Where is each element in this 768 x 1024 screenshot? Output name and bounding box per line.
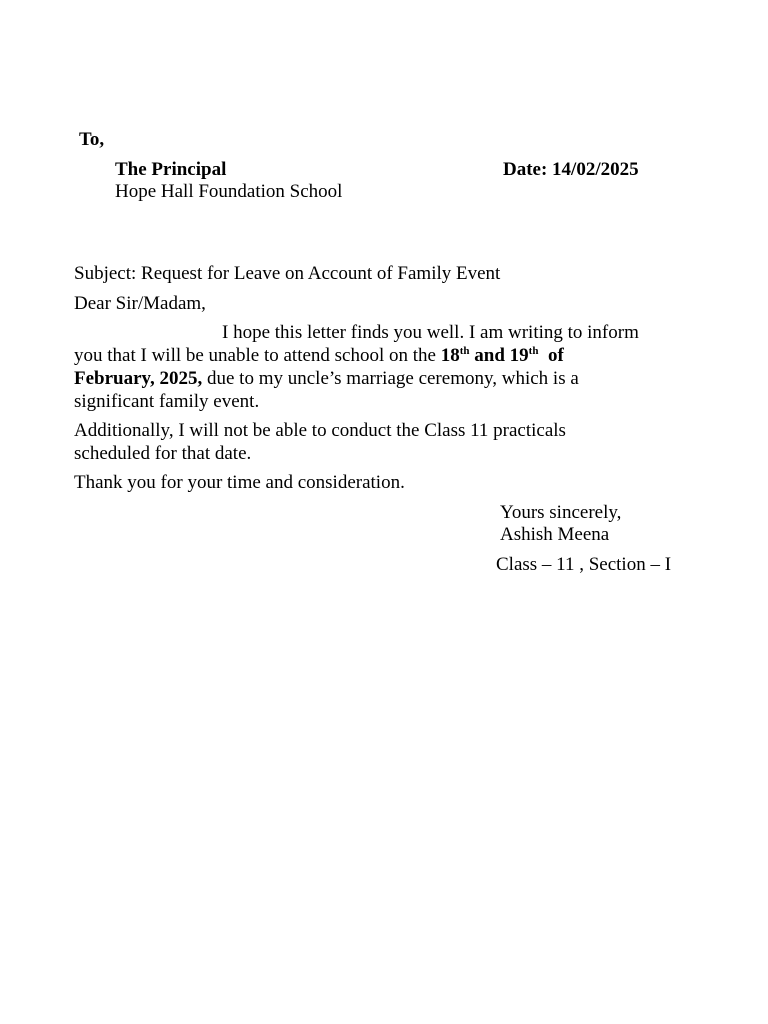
body-paragraph-2: Additionally, I will not be able to conduct the Class 11 practicals scheduled for that date. [74, 420, 566, 464]
leave-date-day-1: 18 [440, 345, 460, 366]
sender-name: Ashish Meena [500, 524, 610, 545]
body-paragraph-3: Thank you for your time and consideration. [74, 472, 405, 493]
body-paragraph-1-line-4: significant family event. [74, 391, 260, 412]
recipient-title: The Principal [115, 159, 227, 180]
closing-phrase: Yours sincerely, [500, 502, 622, 523]
body-paragraph-1-line-1: I hope this letter finds you well. I am writing to inform [222, 322, 639, 343]
body-paragraph-1-line-3 [74, 367, 579, 390]
ordinal-suffix: th [528, 345, 539, 357]
body-text: due to my uncle’s marriage ceremony, which is a [202, 368, 579, 389]
to-label: To, [79, 129, 105, 150]
leave-date-day-2: and 19 [469, 345, 529, 366]
recipient-organization: Hope Hall Foundation School [115, 181, 343, 202]
ordinal-suffix: th [459, 345, 470, 357]
leave-date-month: February, 2025, [74, 368, 203, 389]
body-text: you that I will be unable to attend school on the [74, 345, 441, 366]
subject-line: Subject: Request for Leave on Account of Family Event [74, 263, 501, 284]
letter-date: Date: 14/02/2025 [503, 159, 639, 180]
greeting: Dear Sir/Madam, [74, 293, 206, 314]
sender-class-section: Class – 11 , Section – I [496, 554, 672, 575]
body-paragraph-1-line-2 [74, 344, 564, 367]
leave-date-of: of [538, 345, 564, 366]
